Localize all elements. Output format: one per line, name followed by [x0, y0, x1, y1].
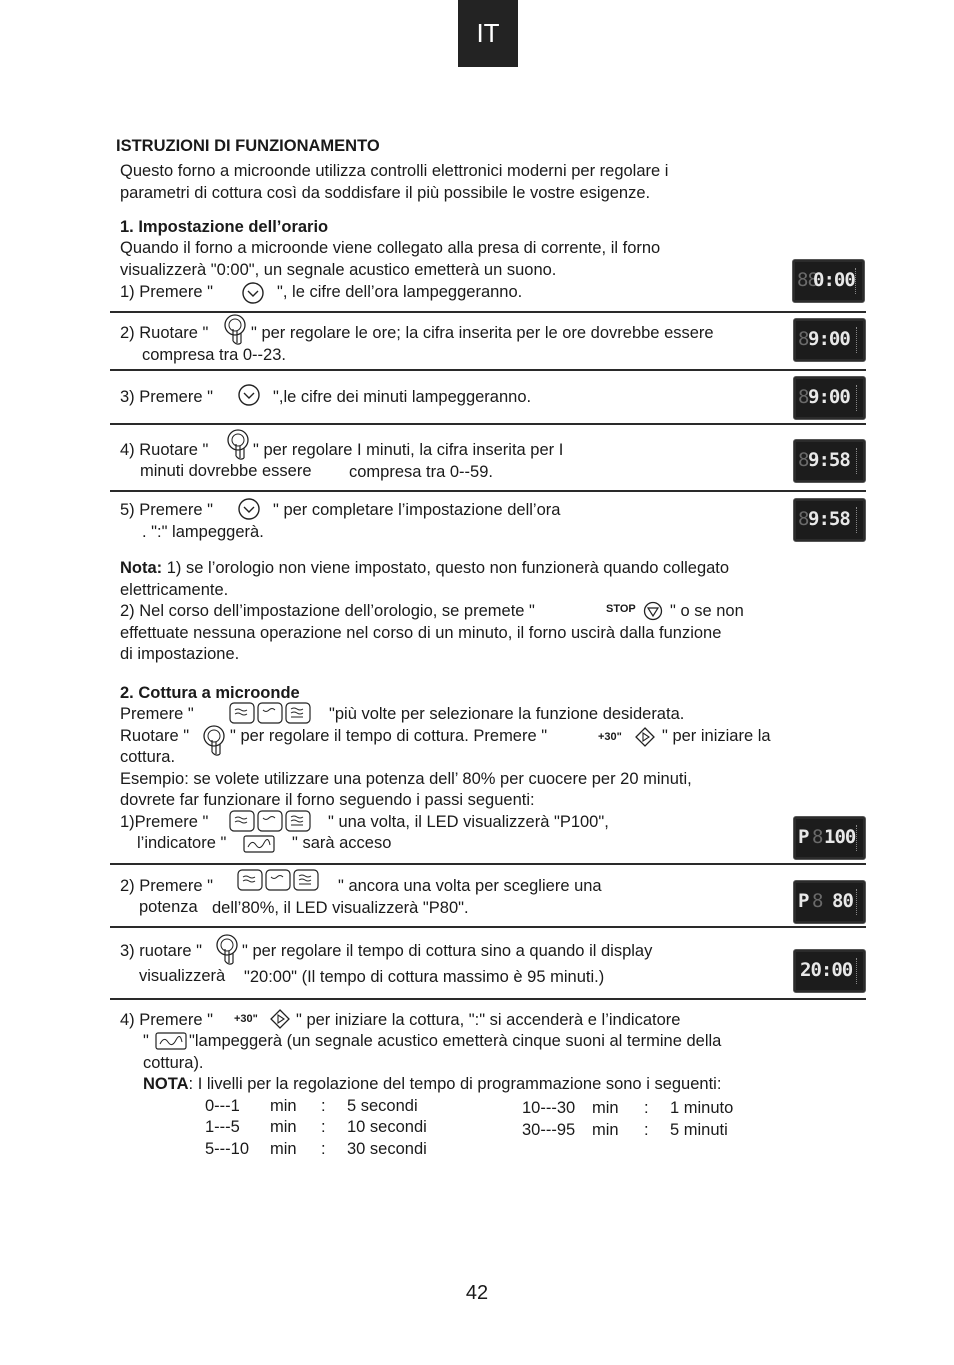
stop-icon [643, 601, 663, 621]
level-range: 1---5 [205, 1118, 240, 1136]
s2-line-3: cottura. [120, 748, 176, 766]
s2-step4b: " per iniziare la cottura, ":" si accenderà e l’indicatore [296, 1011, 681, 1029]
s2-line-2c: " per iniziare la [662, 727, 771, 745]
intro-line-1: Questo forno a microonde utilizza controlli elettronici moderni per regolare i [120, 162, 669, 180]
s2-step1a: 1)Premere " [120, 813, 209, 831]
step5-text-a: 5) Premere " [120, 501, 213, 519]
s2-step2c: potenza [139, 898, 198, 916]
divider [110, 998, 866, 1000]
language-tab: IT [458, 0, 518, 67]
level-step: 5 secondi [347, 1097, 418, 1115]
s2-step1c: l’indicatore " [137, 834, 227, 852]
lcd-display-p80: P 8 80 [793, 880, 866, 924]
knob-hand-icon [202, 724, 230, 758]
step5-text-c: . ":" lampeggerà. [142, 523, 264, 541]
level-step: 30 secondi [347, 1140, 427, 1158]
section1-line-1: Quando il forno a microonde viene collegato alla presa di corrente, il forno [120, 239, 661, 257]
power-mode-icons [229, 810, 311, 832]
level-sep: : [321, 1140, 326, 1158]
step3-text-a: 3) Premere " [120, 388, 213, 406]
s2-step2d: dell’80%, il LED visualizzerà "P80". [212, 899, 469, 917]
step2-text-a: 2) Ruotare " [120, 324, 209, 342]
s2-step3d: "20:00" (Il tempo di cottura massimo è 95 minuti.) [244, 968, 605, 986]
level-range: 10---30 [522, 1099, 576, 1117]
step2-text-c: compresa tra 0--23. [142, 346, 286, 364]
level-unit: min [592, 1099, 619, 1117]
level-sep: : [644, 1121, 649, 1139]
clock-icon [237, 497, 261, 521]
s2-step4d: "lampeggerà (un segnale acustico emetterà cinque suoni al termine della [189, 1032, 722, 1050]
lcd-display-1: 88 0:00 [792, 259, 865, 303]
level-unit: min [270, 1118, 297, 1136]
level-unit: min [592, 1121, 619, 1139]
step1-text-a: 1) Premere " [120, 283, 213, 301]
section1-line-2: visualizzerà "0:00", un segnale acustico emetterà un suono. [120, 261, 557, 279]
nota-line: NOTA: I livelli per la regolazione del tempo di programmazione sono i seguenti: [143, 1075, 722, 1093]
divider [110, 926, 866, 928]
plus30-label: +30" [598, 731, 622, 743]
note-line-4: effettuate nessuna operazione nel corso di un minuto, il forno uscirà dalla funzione [120, 624, 722, 642]
level-unit: min [270, 1140, 297, 1158]
section1-heading: 1. Impostazione dell’orario [120, 218, 329, 236]
start-icon [270, 1009, 290, 1029]
level-unit: min [270, 1097, 297, 1115]
note-line-1: Nota: 1) se l’orologio non viene impostato, questo non funzionerà quando collegato [120, 559, 730, 577]
stop-label: STOP [606, 603, 636, 615]
divider [110, 423, 866, 425]
plus30-label: +30" [234, 1013, 258, 1025]
note-line-3b: " o se non [670, 602, 744, 620]
s2-line-5: dovrete far funzionare il forno seguendo i passi seguenti: [120, 791, 535, 809]
level-step: 1 minuto [670, 1099, 734, 1117]
s2-step2a: 2) Premere " [120, 877, 213, 895]
level-sep: : [644, 1099, 649, 1117]
lcd-display-5: 8 9:58 [793, 498, 866, 542]
level-range: 0---1 [205, 1097, 240, 1115]
step4-text-c: minuti dovrebbe essere [140, 462, 312, 480]
lcd-display-2: 8 9:00 [793, 318, 866, 362]
level-range: 5---10 [205, 1140, 250, 1158]
level-sep: : [321, 1118, 326, 1136]
note-line-3a: 2) Nel corso dell’impostazione dell’orologio, se premete " [120, 602, 535, 620]
note-line-2: elettricamente. [120, 581, 229, 599]
level-step: 5 minuti [670, 1121, 728, 1139]
level-step: 10 secondi [347, 1118, 427, 1136]
s2-step1b: " una volta, il LED visualizzerà "P100", [328, 813, 609, 831]
page-number: 42 [465, 1282, 489, 1304]
step4-text-b: " per regolare I minuti, la cifra inserita per I [253, 441, 564, 459]
divider [110, 490, 866, 492]
step3-text-b: ",le cifre dei minuti lampeggeranno. [273, 388, 532, 406]
s2-step3c: visualizzerà [139, 967, 226, 985]
divider [110, 369, 866, 371]
s2-step3a: 3) ruotare " [120, 942, 202, 960]
lcd-display-3: 8 9:00 [793, 376, 866, 420]
s2-step4a: 4) Premere " [120, 1011, 213, 1029]
s2-line-1b: "più volte per selezionare la funzione desiderata. [329, 705, 685, 723]
divider [110, 863, 866, 865]
step1-text-b: ", le cifre dell’ora lampeggeranno. [277, 283, 523, 301]
s2-step3b: " per regolare il tempo di cottura sino a quando il display [242, 942, 653, 960]
s2-line-1a: Premere " [120, 705, 194, 723]
s2-line-2b: " per regolare il tempo di cottura. Premere " [230, 727, 548, 745]
page-title: ISTRUZIONI DI FUNZIONAMENTO [116, 137, 380, 155]
knob-hand-icon [215, 933, 243, 967]
note-line-5: di impostazione. [120, 645, 240, 663]
power-mode-icons [229, 702, 311, 724]
step4-text-a: 4) Ruotare " [120, 441, 209, 459]
lcd-display-2000: 20:00 [793, 949, 866, 993]
knob-hand-icon [223, 313, 251, 347]
microwave-indicator-icon [243, 835, 275, 853]
step2-text-b: " per regolare le ore; la cifra inserita per le ore dovrebbe essere [251, 324, 714, 342]
microwave-indicator-icon [155, 1032, 187, 1050]
s2-step2b: " ancora una volta per scegliere una [338, 877, 602, 895]
intro-line-2: parametri di cottura così da soddisfare il più possibile le vostre esigenze. [120, 184, 651, 202]
power-mode-icons [237, 869, 319, 891]
s2-step4c: " [143, 1032, 149, 1050]
level-sep: : [321, 1097, 326, 1115]
lcd-display-p100: P 8 100 [793, 816, 866, 860]
s2-step1d: " sarà acceso [292, 834, 392, 852]
section2-heading: 2. Cottura a microonde [120, 684, 300, 702]
level-range: 30---95 [522, 1121, 576, 1139]
knob-hand-icon [226, 428, 254, 462]
lcd-display-4: 8 9:58 [793, 439, 866, 483]
clock-icon [241, 281, 265, 305]
s2-line-2a: Ruotare " [120, 727, 190, 745]
step4-text-d: compresa tra 0--59. [349, 463, 493, 481]
clock-icon [237, 383, 261, 407]
s2-line-4: Esempio: se volete utilizzare una potenza dell’ 80% per cuocere per 20 minuti, [120, 770, 692, 788]
s2-step4e: cottura). [143, 1054, 204, 1072]
step5-text-b: " per completare l’impostazione dell’ora [273, 501, 561, 519]
start-icon [635, 727, 655, 747]
